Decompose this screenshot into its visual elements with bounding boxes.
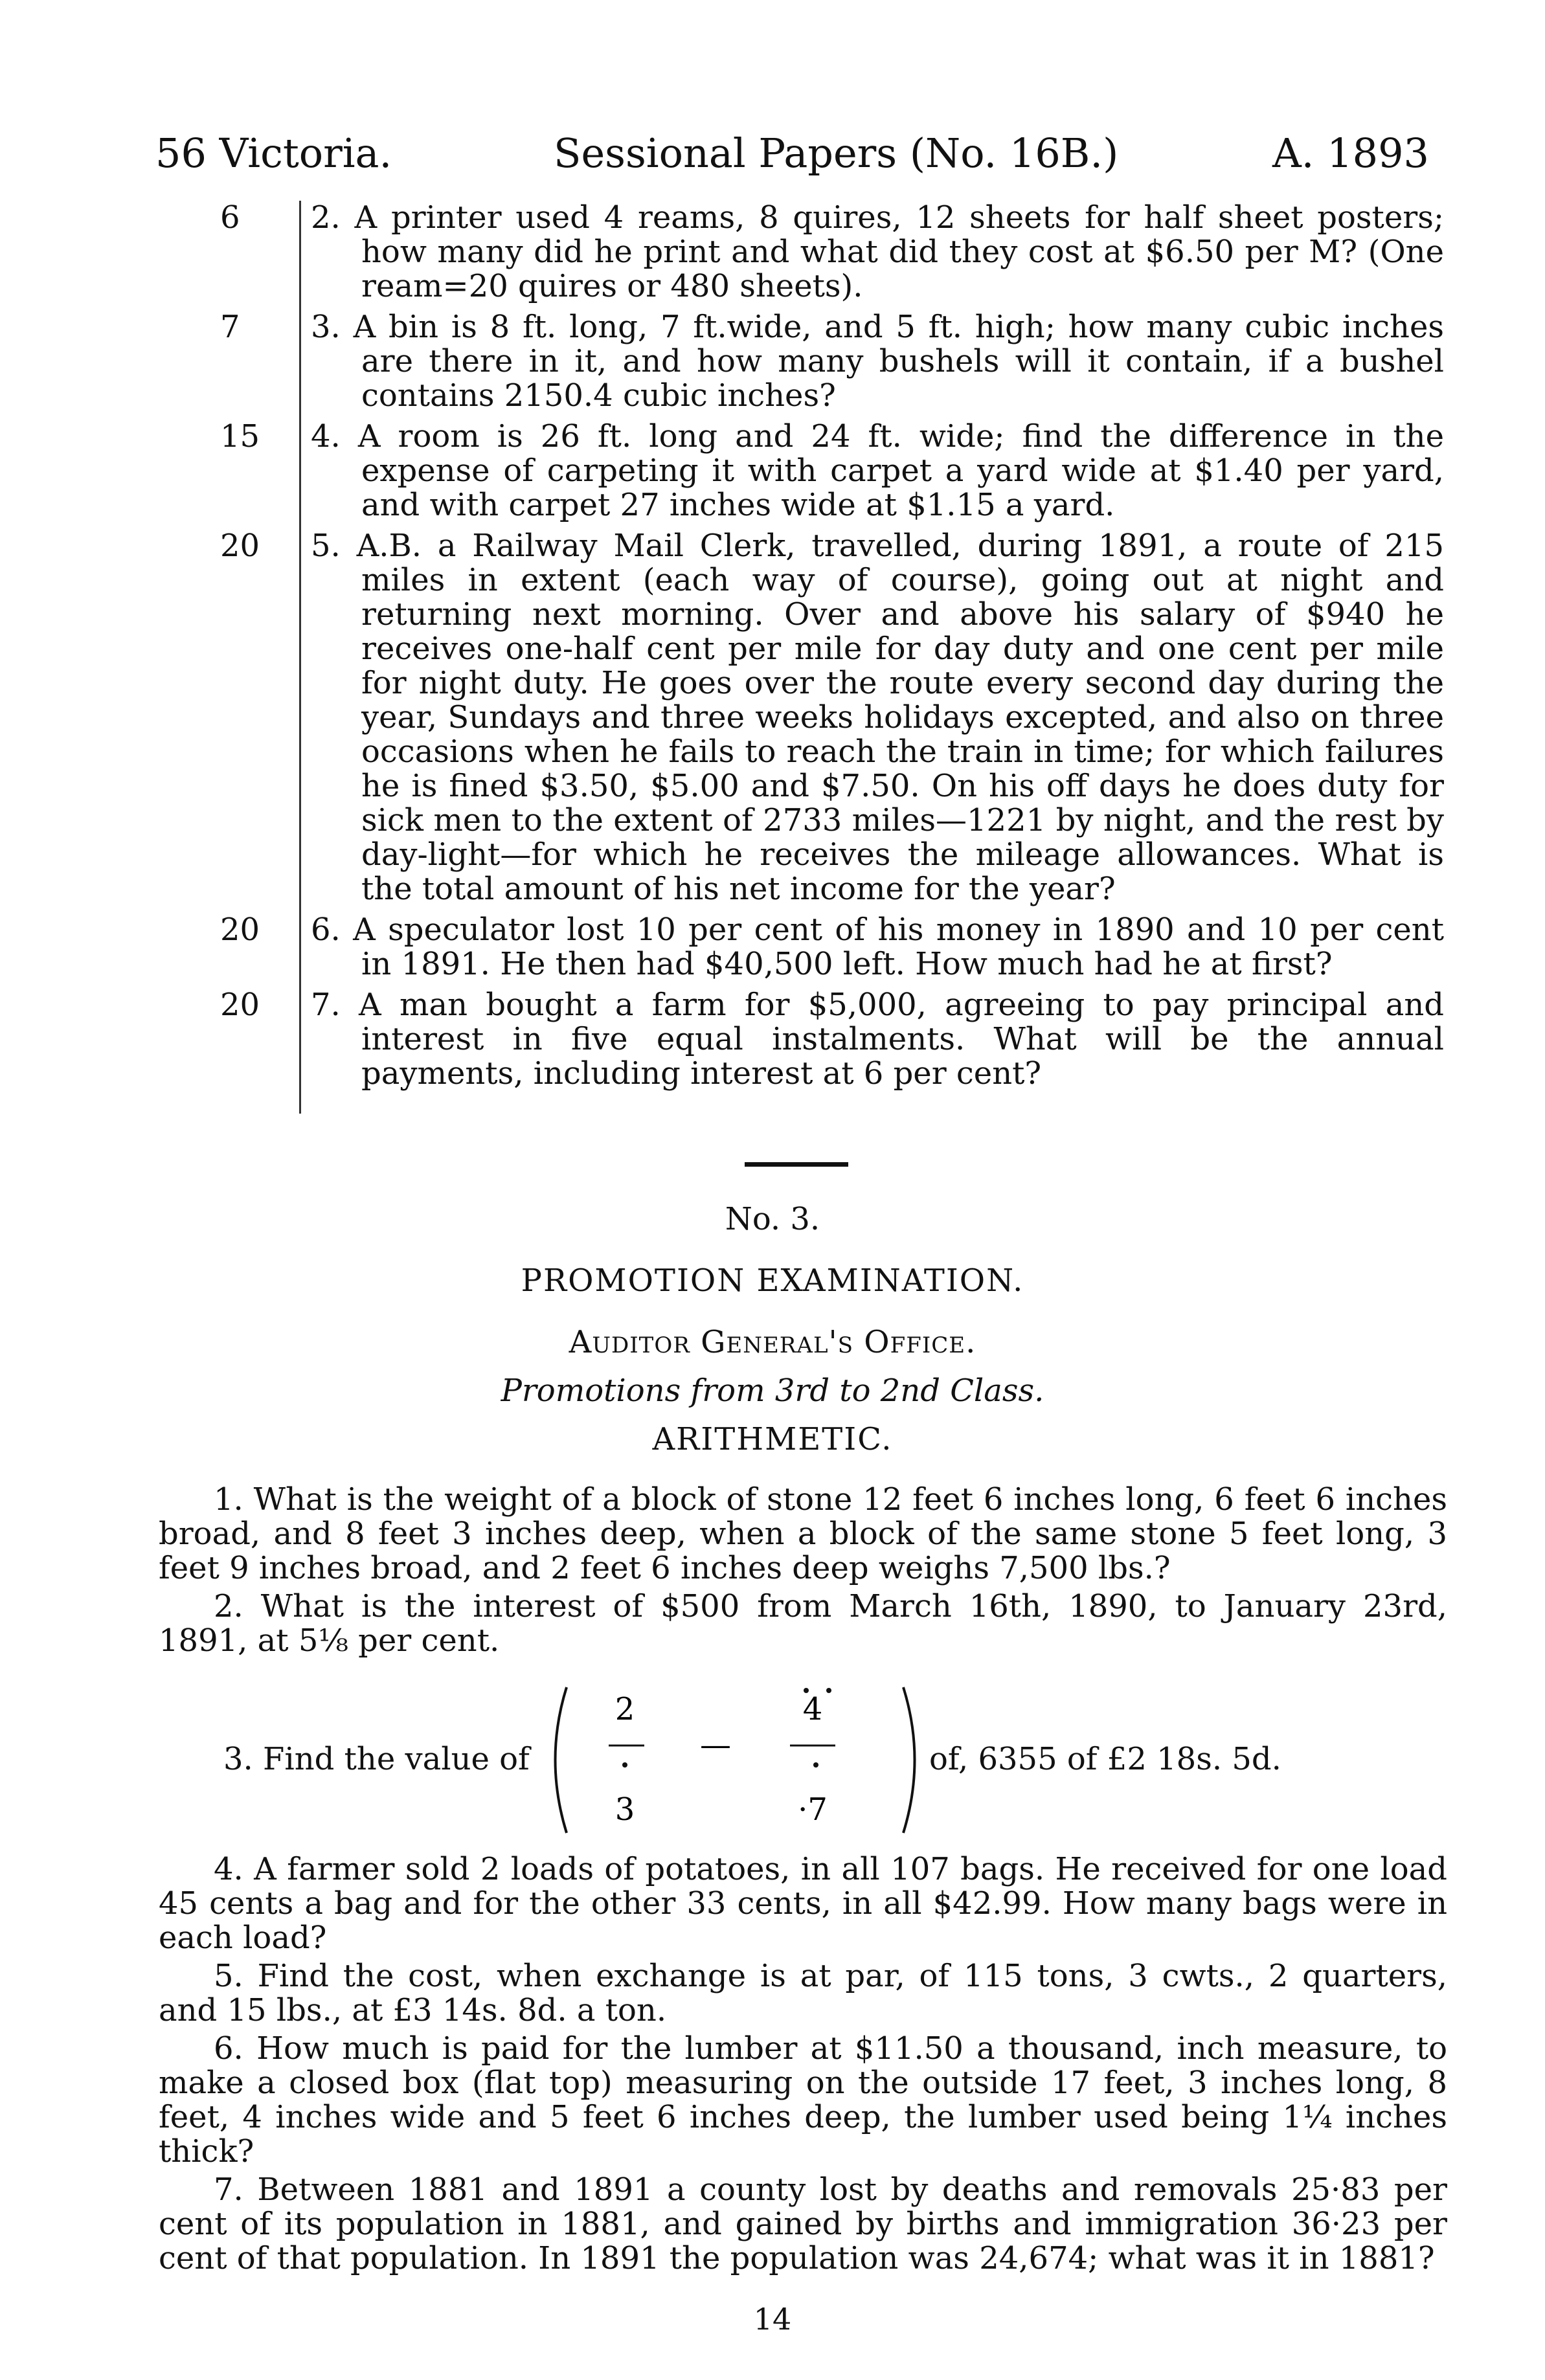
question-text: 7. A man bought a farm for $5,000, agreeing to pay principal and interest in five equal instalments. What will be the annual payments, including interest at 6 per cent? — [311, 987, 1444, 1092]
question-text: 3. A bin is 8 ft. long, 7 ft.wide, and 5 ft. high; how many cubic inches are there in it, and how many bushels will it contain, if a bushel contains 2150.4 cubic inches? — [311, 309, 1444, 414]
question-row — [149, 420, 1444, 522]
fraction-2-denominator: ·7 — [798, 1791, 828, 1828]
section-number: No. 3. — [725, 1201, 820, 1237]
question-3-label: 3. Find the value of — [223, 1741, 530, 1777]
left-paren-icon — [556, 1687, 567, 1833]
question-2: 2. What is the interest of $500 from March 16th, 1890, to January 23rd, 1891, at 5⅛ per cent. — [159, 1588, 1447, 1659]
question-3 — [159, 1684, 1447, 1836]
fraction-1-denominator: 3 — [615, 1791, 635, 1828]
recurring-dot-icon — [622, 1762, 627, 1768]
fraction-1-numerator: 2 — [615, 1691, 635, 1727]
marks-value: 15 — [220, 418, 260, 455]
question-row — [149, 201, 1444, 304]
question-row — [149, 913, 1444, 982]
question-text: 5. A.B. a Railway Mail Clerk, travelled, during 1891, a route of 215 miles in extent (each way of course), going out at night and returning next morning. Over and above his salary of $940 he receives one-half cent per mile for day duty and one cent per mile for night duty. He goes over the route every second day during the year, Sundays and three weeks holidays excepted, and also on three occasions when he fails to reach the train in time; for which failures he is fined $3.50, $5.00 and $7.50. On his off days he does duty for sick men to the extent of 2733 miles—1221 by night, and the rest by day-light—for which he receives the mileage allowances. What is the total amount of his net income for the year? — [311, 528, 1444, 907]
right-paren-icon — [903, 1687, 915, 1833]
recurring-dot-icon — [826, 1688, 831, 1693]
fraction-2-numerator: 4 — [802, 1691, 823, 1727]
marks-value: 6 — [220, 199, 240, 236]
question-3-tail: of, 6355 of £2 18s. 5d. — [929, 1741, 1281, 1777]
marks-value: 20 — [220, 987, 260, 1023]
question-row — [149, 310, 1444, 413]
minus-sign: — — [700, 1727, 731, 1763]
marks-value: 20 — [220, 912, 260, 948]
question-7: 7. Between 1881 and 1891 a county lost by deaths and removals 25·83 per cent of its population in 1881, and gained by births and immigration 36·23 per cent of that population. In 1891 the population was 24,674; what was it in 1881? — [159, 2172, 1447, 2276]
section-title: PROMOTION EXAMINATION. — [521, 1263, 1024, 1299]
fraction-expression — [541, 1684, 929, 1836]
header-left: 56 Victoria. — [155, 129, 392, 177]
question-6: 6. How much is paid for the lumber at $11.50 a thousand, inch measure, to make a closed box (flat top) measuring on the outside 17 feet, 3 inches long, 8 feet, 4 inches wide and 5 feet 6 inches deep, the lumber used being 1¼ inches thick? — [159, 2030, 1447, 2170]
question-4: 4. A farmer sold 2 loads of potatoes, in all 107 bags. He received for one load 45 cents a bag and for the other 33 cents, in all $42.99. How many bags were in each load? — [159, 1851, 1447, 1956]
question-5: 5. Find the cost, when exchange is at par, of 115 tons, 3 cwts., 2 quarters, and 15 lbs., at £3 14s. 8d. a ton. — [159, 1958, 1447, 2028]
marks-value: 20 — [220, 528, 260, 564]
header-center: Sessional Papers (No. 16B.) — [554, 129, 1119, 177]
question-1: 1. What is the weight of a block of stone 12 feet 6 inches long, 6 feet 6 inches broad, and 8 feet 3 inches deep, when a block of the same stone 5 feet long, 3 feet 9 inches broad, and 2 feet 6 inches deep weighs 7,500 lbs.? — [159, 1481, 1447, 1586]
recurring-dot-icon — [813, 1762, 818, 1768]
question-text: 6. A speculator lost 10 per cent of his money in 1890 and 10 per cent in 1891. He then had $40,500 left. How much had he at first? — [311, 912, 1444, 982]
section-subtitle: Promotions from 3rd to 2nd Class. — [501, 1373, 1044, 1409]
subject-heading: ARITHMETIC. — [652, 1421, 893, 1457]
page-number: 14 — [753, 2302, 792, 2337]
question-text: 2. A printer used 4 reams, 8 quires, 12 sheets for half sheet posters; how many did he print and what did they cost at $6.50 per M? (One ream=20 quires or 480 sheets). — [311, 199, 1444, 304]
question-text: 4. A room is 26 ft. long and 24 ft. wide; find the difference in the expense of carpeting it with carpet a yard wide at $1.40 per yard, and with carpet 27 inches wide at $1.15 a yard. — [311, 418, 1444, 523]
header-right: A. 1893 — [1272, 129, 1429, 177]
office-name: Auditor General's Office. — [569, 1324, 976, 1360]
paper2-questions — [159, 1483, 1447, 2280]
question-row — [149, 529, 1444, 906]
section-divider — [745, 1162, 848, 1167]
marks-value: 7 — [220, 309, 240, 345]
paper1-questions — [149, 201, 1444, 1097]
question-row — [149, 988, 1444, 1091]
